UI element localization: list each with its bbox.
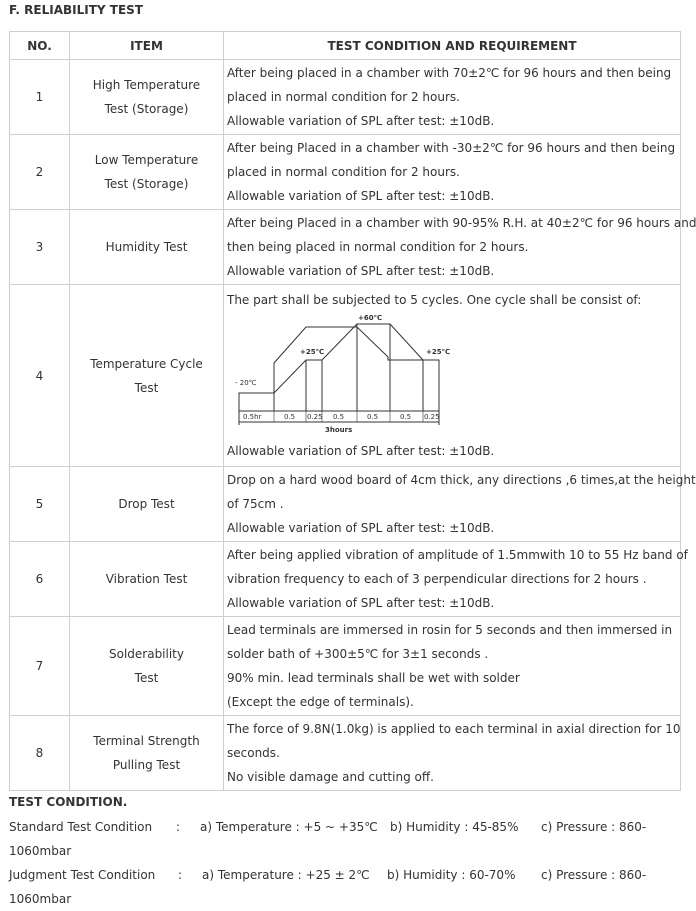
standard-humidity: b) Humidity : 45-85% <box>390 820 519 834</box>
judgment-humidity: b) Humidity : 60-70% <box>387 868 516 882</box>
row-item: Humidity Test <box>70 210 224 285</box>
duration-label: 0.5 <box>367 413 379 421</box>
row-number: 6 <box>10 542 70 617</box>
row-condition: After being placed in a chamber with 70±2℃ for 96 hours and then being placed in normal condition for 2 hours. Allowable variation of SPL after test: ±10dB. <box>224 60 681 135</box>
table-row <box>10 617 681 716</box>
row-condition: Lead terminals are immersed in rosin for 5 seconds and then immersed in solder bath of +300±5℃ for 3±1 seconds . 90% min. lead terminals shall be wet with solder (Except the edge of terminals). <box>224 617 681 716</box>
row-condition: The part shall be subjected to 5 cycles. One cycle shall be consist of: +60℃ +25℃ +25℃ - 20℃ 0.5hr 0.5 0.25 0.5 0.5 0.5 0.25 3hours Allowable variation of SPL after test: ±10dB. <box>224 285 681 467</box>
temp-label-high: +60℃ <box>358 314 383 322</box>
table-row <box>10 467 681 542</box>
judgment-pressure: c) Pressure : 860- <box>541 868 647 882</box>
standard-pressure: c) Pressure : 860- <box>541 820 647 834</box>
dwell-box-mid2 <box>423 360 439 411</box>
temp-label-low: - 20℃ <box>235 379 257 387</box>
header-item: ITEM <box>70 32 224 60</box>
duration-label: 0.5 <box>333 413 345 421</box>
row-number: 1 <box>10 60 70 135</box>
row-condition: After being Placed in a chamber with -30±2℃ for 96 hours and then being placed in normal condition for 2 hours. Allowable variation of SPL after test: ±10dB. <box>224 135 681 210</box>
header-condition: TEST CONDITION AND REQUIREMENT <box>224 32 681 60</box>
temperature-cycle-diagram <box>227 312 680 439</box>
duration-label: 0.25 <box>424 413 440 421</box>
row-item: Vibration Test <box>70 542 224 617</box>
dwell-box-mid1 <box>306 360 322 411</box>
row-item: High Temperature Test (Storage) <box>70 60 224 135</box>
table-row <box>10 285 681 467</box>
row-item: Terminal Strength Pulling Test <box>70 716 224 791</box>
standard-colon: : <box>176 820 181 834</box>
standard-label: Standard Test Condition <box>9 820 153 834</box>
duration-label: 0.5 <box>400 413 412 421</box>
judgment-pressure-cont: 1060mbar <box>9 892 72 906</box>
judgment-label: Judgment Test Condition <box>9 868 156 882</box>
temperature-profile-graph <box>233 312 451 439</box>
duration-label: 0.5 <box>284 413 296 421</box>
row-condition: After being Placed in a chamber with 90-95% R.H. at 40±2℃ for 96 hours and then being placed in normal condition for 2 hours. Allowable variation of SPL after test: ±10dB. <box>224 210 681 285</box>
section-title: F. RELIABILITY TEST <box>9 3 143 17</box>
table-row <box>10 716 681 791</box>
duration-label: 0.25 <box>307 413 323 421</box>
standard-test-condition <box>9 815 679 863</box>
judgment-colon: : <box>178 868 183 882</box>
row-number: 8 <box>10 716 70 791</box>
table-header-row <box>10 32 681 60</box>
row-number: 2 <box>10 135 70 210</box>
row-item: Solderability Test <box>70 617 224 716</box>
judgment-temperature: a) Temperature : +25 ± 2℃ <box>202 868 370 882</box>
row-number: 3 <box>10 210 70 285</box>
duration-label: 0.5hr <box>243 413 262 421</box>
total-duration-label: 3hours <box>325 426 353 434</box>
standard-pressure-cont: 1060mbar <box>9 844 72 858</box>
row-condition: The force of 9.8N(1.0kg) is applied to each terminal in axial direction for 10 seconds. No visible damage and cutting off. <box>224 716 681 791</box>
dwell-box-high <box>357 324 390 411</box>
row-number: 5 <box>10 467 70 542</box>
dwell-box-low <box>239 393 274 411</box>
header-no: NO. <box>10 32 70 60</box>
row-item: Temperature Cycle Test <box>70 285 224 467</box>
standard-temperature: a) Temperature : +5 ~ +35℃ <box>200 820 378 834</box>
table-row <box>10 210 681 285</box>
temp-label-mid1: +25℃ <box>300 348 325 356</box>
row-item: Low Temperature Test (Storage) <box>70 135 224 210</box>
test-condition-title: TEST CONDITION. <box>9 795 128 809</box>
row-item: Drop Test <box>70 467 224 542</box>
table-row <box>10 135 681 210</box>
temp-label-mid2: +25℃ <box>426 348 451 356</box>
reliability-table <box>9 31 696 791</box>
table-row <box>10 542 681 617</box>
row-condition: Drop on a hard wood board of 4cm thick, any directions ,6 times,at the height of 75cm . Allowable variation of SPL after test: ±10dB. <box>224 467 681 542</box>
row-number: 4 <box>10 285 70 467</box>
table-row <box>10 60 681 135</box>
row-number: 7 <box>10 617 70 716</box>
row-condition: After being applied vibration of amplitude of 1.5mmwith 10 to 55 Hz band of vibration frequency to each of 3 perpendicular directions for 2 hours . Allowable variation of SPL after test: ±10dB. <box>224 542 681 617</box>
judgment-test-condition <box>9 863 679 911</box>
